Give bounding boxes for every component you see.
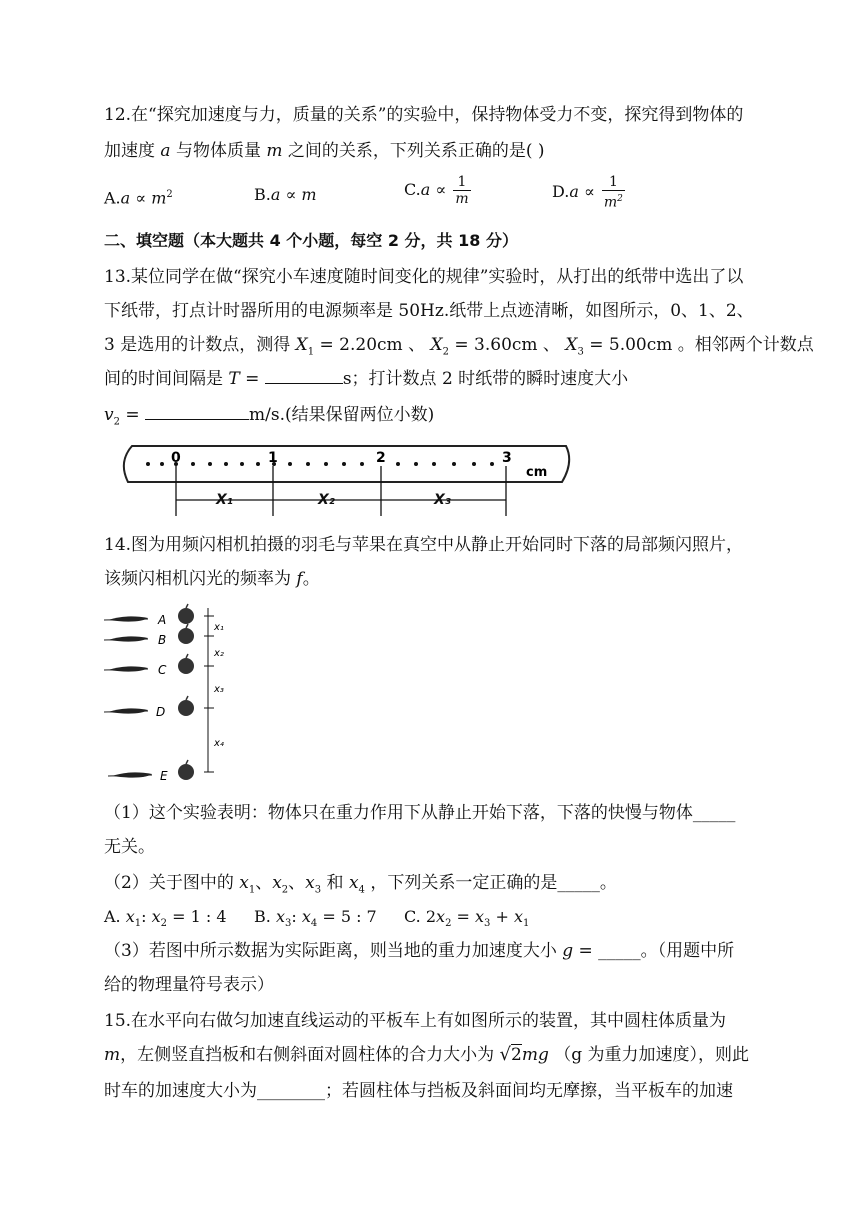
figure-x2: x₂ xyxy=(214,648,224,659)
q15-line1: 15.在水平向右做匀加速直线运动的平板车上有如图所示的装置，其中圆柱体质量为 xyxy=(104,1011,727,1031)
strobe-photo-figure xyxy=(104,598,244,788)
tape-label-0: 0 xyxy=(171,450,181,466)
feather-icon xyxy=(108,772,152,777)
point-e: E xyxy=(160,769,168,783)
tape-label-3: 3 xyxy=(502,450,512,466)
point-b: B xyxy=(158,633,167,647)
q12-option-a: $A.a \propto m^2$ xyxy=(104,188,173,208)
answer-blank-v2[interactable] xyxy=(145,405,249,420)
figure-x1: x₁ xyxy=(214,622,224,633)
q13-line2: 下纸带，打点计时器所用的电源频率是 50Hz.纸带上点迹清晰，如图所示，0、1、2、 xyxy=(104,301,754,321)
apple-icon xyxy=(178,604,194,624)
q12-line1: 12.在“探究加速度与力，质量的关系”的实验中，保持物体受力不变，探究得到物体的 xyxy=(104,105,744,125)
q13-line4: 间的时间间隔是 T = s；打计数点 2 时纸带的瞬时速度大小 xyxy=(104,369,629,389)
q14-line1: 14.图为用频闪相机拍摄的羽毛与苹果在真空中从静止开始同时下落的局部频闪照片， xyxy=(104,535,744,555)
q14-sub3-line1: （3）若图中所示数据为实际距离，则当地的重力加速度大小 g = _____。（用题中所 xyxy=(104,941,735,961)
tape-dots xyxy=(146,462,494,466)
q14-line2: 该频闪相机闪光的频率为 f。 xyxy=(104,569,320,589)
q14-option-c: C. $2x_2 = x_3 + x_1$ xyxy=(404,907,530,930)
apple-icon xyxy=(178,654,194,674)
q13-line3: 3 是选用的计数点，测得 $X_1 = 2.20cm$ 、 $X_2 = 3.60cm$ 、 $X_3 = 5.00cm$ 。相邻两个计数点 xyxy=(104,335,814,358)
tape-x2: X₂ xyxy=(318,492,335,508)
apple-icon xyxy=(178,696,194,716)
tape-x1: X₁ xyxy=(216,492,233,508)
section-title: 二、填空题（本大题共 4 个小题，每空 2 分，共 18 分） xyxy=(104,231,518,250)
point-a: A xyxy=(158,613,167,627)
apple-icon xyxy=(178,624,194,644)
answer-blank-T[interactable] xyxy=(265,369,343,384)
q12-option-b: B.a ∝ m xyxy=(254,185,317,204)
figure-x3: x₃ xyxy=(214,684,224,695)
point-d: D xyxy=(156,705,166,719)
q14-option-b: B. $x_3$: $x_4 = 5$ : 7 xyxy=(254,907,377,930)
q14-sub2: （2）关于图中的 $x_1$、$x_2$、$x_3$ 和 $x_4$ ，下列关系一定正确的是_____。 xyxy=(104,873,617,896)
q13-line1: 13.某位同学在做“探究小车速度随时间变化的规律”实验时，从打出的纸带中选出了以 xyxy=(104,267,744,287)
tape-unit: cm xyxy=(526,465,548,480)
feather-icon xyxy=(104,708,148,713)
feather-icon xyxy=(104,666,148,671)
q13-line5: $v_2 = m/s$.(结果保留两位小数) xyxy=(104,405,435,428)
tape-x3: X₃ xyxy=(434,492,451,508)
q14-sub1-line2: 无关。 xyxy=(104,837,155,857)
q15-line2: m，左侧竖直挡板和右侧斜面对圆柱体的合力大小为 √2mg （g 为重力加速度），则此 xyxy=(104,1044,750,1065)
q12-option-c: C.a ∝ $\frac{1}{m}$ xyxy=(404,174,469,207)
feather-icon xyxy=(104,616,148,621)
feather-icon xyxy=(104,636,148,641)
q14-option-a: A. $x_1$: $x_2 = 1$ : 4 xyxy=(104,907,227,930)
paper-tape-figure xyxy=(118,440,578,518)
figure-x4: x₄ xyxy=(214,738,224,749)
q12-option-d: D.a ∝ $\frac{1}{m^2}$ xyxy=(552,174,623,211)
apple-icon xyxy=(178,760,194,780)
tape-label-2: 2 xyxy=(376,450,386,466)
tape-label-1: 1 xyxy=(268,450,278,466)
point-c: C xyxy=(158,663,167,677)
q14-sub1-line1: （1）这个实验表明：物体只在重力作用下从静止开始下落，下落的快慢与物体_____ xyxy=(104,803,736,823)
q14-sub3-line2: 给的物理量符号表示） xyxy=(104,975,274,995)
q15-line3: 时车的加速度大小为________；若圆柱体与挡板及斜面间均无摩擦，当平板车的加速 xyxy=(104,1081,733,1101)
q12-line2: 加速度 a 与物体质量 m 之间的关系，下列关系正确的是( ) xyxy=(104,141,545,161)
